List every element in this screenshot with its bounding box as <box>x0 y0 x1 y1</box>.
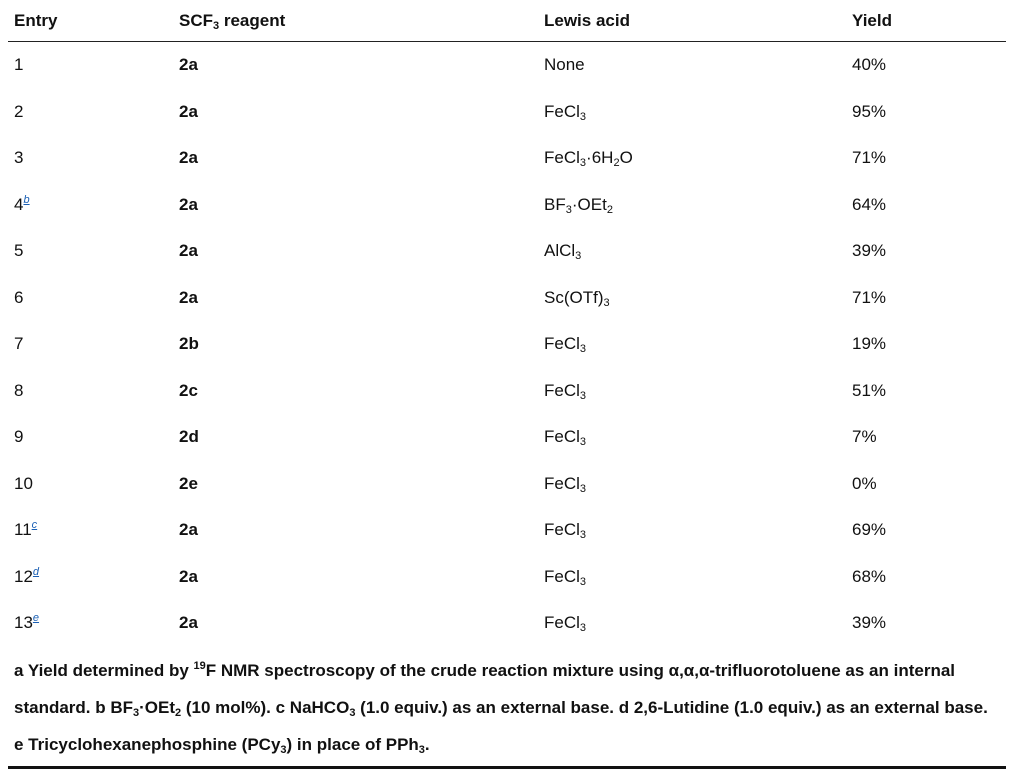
lewis-acid-cell <box>538 461 846 508</box>
table-body <box>8 42 1006 647</box>
footnote-text-2: F NMR spectroscopy of the crude reaction mixture using α,α,α-trifluorotoluene as an internal standard. b BF <box>14 661 956 717</box>
reagent-cell: 2c <box>179 380 198 400</box>
table-row <box>8 414 1006 461</box>
footnote-text-4: (10 mol%). c NaHCO <box>181 698 350 717</box>
reagent-cell: 2a <box>179 241 198 261</box>
lewis-acid-cell <box>538 414 846 461</box>
table-row <box>8 321 1006 368</box>
header-entry: Entry <box>8 0 173 42</box>
lewis-acid-text: FeCl <box>544 427 580 447</box>
table-row <box>8 461 1006 508</box>
entry-number: 11 <box>14 520 32 540</box>
footnote-sub-3: 3 <box>349 707 356 719</box>
lewis-acid-text: FeCl <box>544 473 580 493</box>
lewis-acid-text: ·6H <box>586 148 614 168</box>
lewis-acid-subscript: 3 <box>579 482 587 495</box>
yield-cell: 69% <box>852 520 887 540</box>
header-reagent-subscript: 3 <box>213 19 220 32</box>
header-reagent <box>173 0 538 42</box>
lewis-acid-subscript: 3 <box>579 110 587 123</box>
yield-cell: 39% <box>852 613 887 633</box>
entry-cell <box>8 414 173 461</box>
reagent-cell: 2a <box>179 566 198 586</box>
lewis-acid-subscript: 3 <box>579 436 587 449</box>
table-row <box>8 89 1006 136</box>
lewis-acid-subscript: 3 <box>579 389 587 402</box>
header-yield: Yield <box>846 0 1006 42</box>
entry-number: 2 <box>14 101 24 121</box>
yield-cell: 68% <box>852 566 887 586</box>
yield-cell: 64% <box>852 194 887 214</box>
results-table <box>8 0 1006 647</box>
lewis-acid-text: FeCl <box>544 334 580 354</box>
reagent-cell: 2a <box>179 101 198 121</box>
entry-number: 8 <box>14 380 24 400</box>
reagent-cell: 2a <box>179 148 198 168</box>
reagent-cell: 2b <box>179 334 199 354</box>
lewis-acid-cell <box>538 182 846 229</box>
reagent-cell: 2d <box>179 427 199 447</box>
entry-cell <box>8 228 173 275</box>
lewis-acid-subscript: 3 <box>603 296 610 309</box>
footnote-text-5: (1.0 equiv.) as an external base. d 2,6-Lutidine (1.0 equiv.) as an external base. e Tricyclohexanephosphine (PCy <box>14 698 988 754</box>
footnote-link[interactable]: b <box>23 193 30 206</box>
header-lewis-acid: Lewis acid <box>538 0 846 42</box>
footnote-sub-4: 3 <box>280 744 287 756</box>
entry-cell <box>8 182 173 229</box>
reagent-cell: 2a <box>179 55 198 75</box>
footnote-sub-2: 2 <box>175 707 182 719</box>
entry-cell <box>8 321 173 368</box>
reagent-cell: 2a <box>179 613 198 633</box>
footnote-text-3: ·OEt <box>139 698 176 717</box>
entry-number: 12 <box>14 566 33 586</box>
lewis-acid-text: BF <box>544 194 566 214</box>
lewis-acid-subscript: 3 <box>579 157 587 170</box>
table-row <box>8 228 1006 275</box>
reagent-cell: 2a <box>179 194 198 214</box>
entry-cell <box>8 89 173 136</box>
lewis-acid-subscript: 3 <box>579 529 587 542</box>
lewis-acid-cell <box>538 600 846 647</box>
lewis-acid-subscript: 2 <box>613 157 620 170</box>
lewis-acid-text: AlCl <box>544 241 576 261</box>
lewis-acid-cell <box>538 89 846 136</box>
yield-cell: 19% <box>852 334 887 354</box>
entry-number: 3 <box>14 148 24 168</box>
table-container <box>8 0 1006 647</box>
lewis-acid-cell <box>538 507 846 554</box>
header-reagent-suffix: reagent <box>219 10 286 30</box>
reagent-cell: 2e <box>179 473 198 493</box>
entry-cell <box>8 600 173 647</box>
lewis-acid-subscript: 3 <box>579 622 587 635</box>
lewis-acid-subscript: 3 <box>579 575 587 588</box>
yield-cell: 95% <box>852 101 887 121</box>
entry-number: 1 <box>14 55 24 75</box>
footnote-text-7: . <box>424 735 430 754</box>
entry-cell <box>8 135 173 182</box>
table-row <box>8 368 1006 415</box>
lewis-acid-subscript: 3 <box>579 343 587 356</box>
table-row <box>8 554 1006 601</box>
lewis-acid-text: Sc(OTf) <box>544 287 604 307</box>
table-row <box>8 135 1006 182</box>
yield-cell: 51% <box>852 380 887 400</box>
reagent-cell: 2a <box>179 520 198 540</box>
entry-number: 6 <box>14 287 24 307</box>
entry-number: 4 <box>14 194 24 214</box>
header-row <box>8 0 1006 42</box>
footnote-link[interactable]: c <box>31 519 38 532</box>
header-reagent-prefix: SCF <box>179 10 213 30</box>
lewis-acid-subscript: 3 <box>565 203 572 216</box>
yield-cell: 71% <box>852 148 887 168</box>
table-row <box>8 275 1006 322</box>
lewis-acid-cell <box>538 321 846 368</box>
lewis-acid-text: ·OEt <box>571 194 607 214</box>
lewis-acid-text: None <box>544 55 585 75</box>
entry-number: 13 <box>14 613 33 633</box>
lewis-acid-text: FeCl <box>544 101 580 121</box>
entry-number: 10 <box>14 473 33 493</box>
entry-number: 5 <box>14 241 24 261</box>
entry-number: 7 <box>14 334 24 354</box>
entry-cell <box>8 275 173 322</box>
footnote-sup-1: 19 <box>193 660 206 672</box>
yield-cell: 39% <box>852 241 887 261</box>
lewis-acid-text: FeCl <box>544 520 580 540</box>
table-row <box>8 507 1006 554</box>
footnote-link[interactable]: e <box>32 612 40 625</box>
lewis-acid-text: FeCl <box>544 566 580 586</box>
yield-cell: 7% <box>852 427 877 447</box>
lewis-acid-text: FeCl <box>544 613 580 633</box>
lewis-acid-cell <box>538 368 846 415</box>
bottom-rule <box>8 766 1006 769</box>
footnote <box>14 652 999 763</box>
footnote-link[interactable]: d <box>32 565 40 578</box>
yield-cell: 40% <box>852 55 887 75</box>
lewis-acid-cell <box>538 135 846 182</box>
lewis-acid-cell <box>538 42 846 89</box>
lewis-acid-subscript: 3 <box>575 250 582 263</box>
footnote-text-1: a Yield determined by <box>14 661 194 680</box>
lewis-acid-cell <box>538 554 846 601</box>
lewis-acid-cell <box>538 228 846 275</box>
footnote-text-6: ) in place of PPh <box>286 735 419 754</box>
yield-cell: 71% <box>852 287 887 307</box>
lewis-acid-text: O <box>619 148 633 168</box>
lewis-acid-text: FeCl <box>544 148 580 168</box>
entry-cell <box>8 368 173 415</box>
reagent-cell: 2a <box>179 287 198 307</box>
yield-cell: 0% <box>852 473 877 493</box>
lewis-acid-text: FeCl <box>544 380 580 400</box>
footnote-sub-1: 3 <box>133 707 140 719</box>
entry-cell <box>8 461 173 508</box>
table-row <box>8 600 1006 647</box>
footnote-sub-5: 3 <box>418 744 425 756</box>
entry-cell <box>8 507 173 554</box>
entry-number: 9 <box>14 427 24 447</box>
lewis-acid-subscript: 2 <box>606 203 613 216</box>
lewis-acid-cell <box>538 275 846 322</box>
table-row <box>8 42 1006 89</box>
entry-cell <box>8 42 173 89</box>
table-row <box>8 182 1006 229</box>
entry-cell <box>8 554 173 601</box>
